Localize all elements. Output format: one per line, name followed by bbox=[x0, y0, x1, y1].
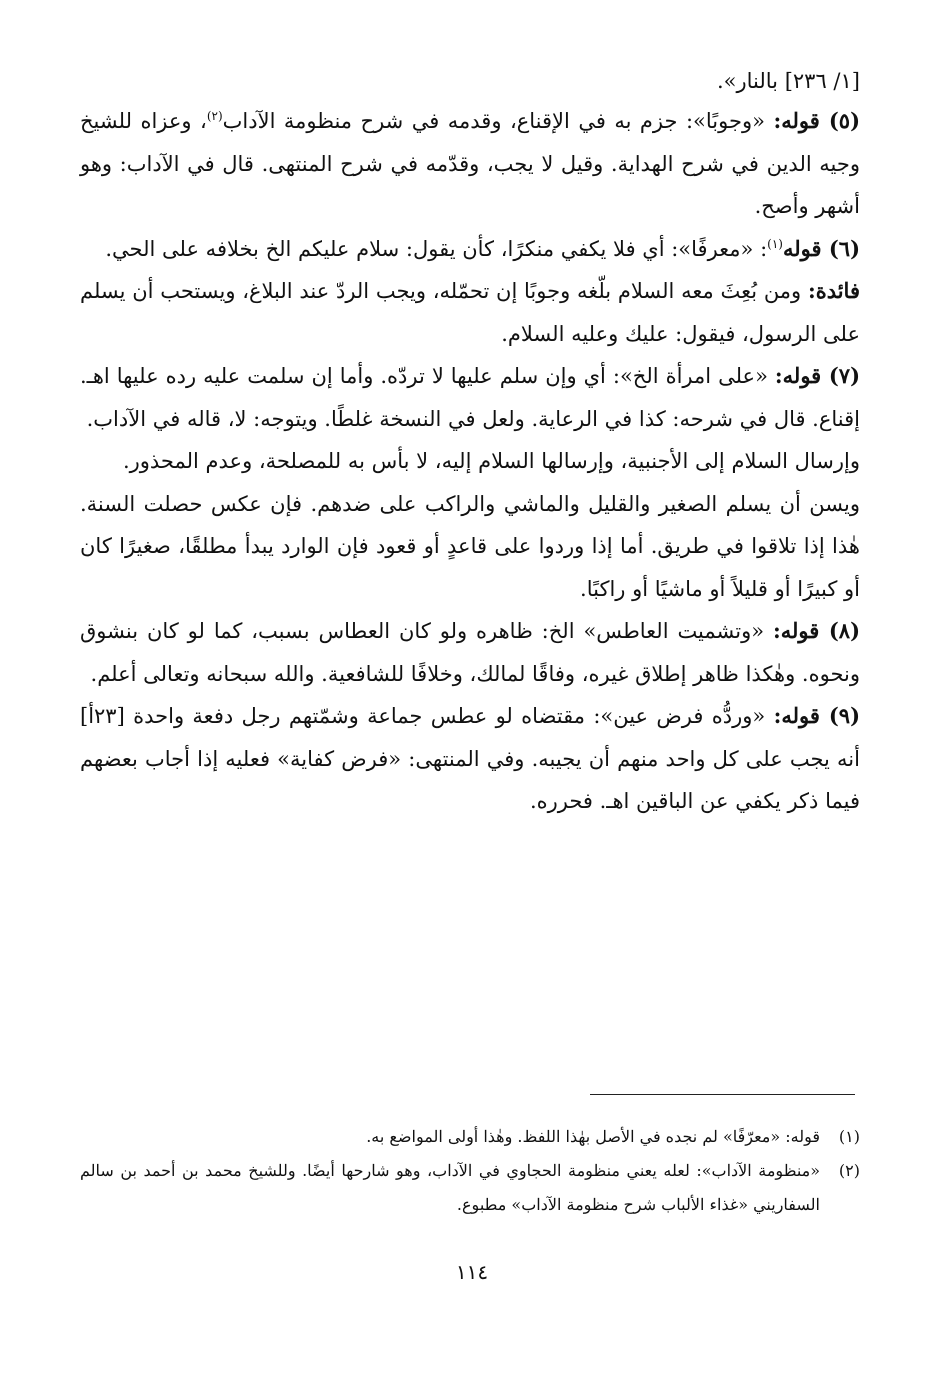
footnote-text: قوله: «معرّفًا» لم نجده في الأصل بهٰذا اللفظ. وهٰذا أولى المواضع به. bbox=[366, 1127, 820, 1146]
footnote-number: (٢) bbox=[838, 1161, 860, 1180]
paragraph-5 bbox=[80, 100, 860, 228]
paragraph-text-tail: ، وعزاه للشيخ وجيه الدين في شرح الهداية. وقيل لا يجب، وقدّمه في شرح المنتهى. قال في الآداب: وهو أشهر وأصح. bbox=[80, 109, 860, 218]
paragraph-text: «وجوبًا»: جزم به في الإقناع، وقدمه في شرح منظومة الآداب bbox=[222, 109, 774, 133]
paragraph-label: (٩) قوله: bbox=[773, 703, 860, 728]
footnote-item bbox=[80, 1154, 860, 1222]
paragraph-text: «على امرأة الخ»: أي وإن سلم عليها لا تردّه. وأما إن سلمت عليه رده عليها اهـ. إقناع. قال في شرحه: كذا في الرعاية. ولعل في النسخة غلطًا. ويتوجه: لا، قاله في الآداب. bbox=[80, 364, 860, 431]
footnote-item bbox=[80, 1120, 860, 1154]
paragraph-text: ويسن أن يسلم الصغير والقليل والماشي والراكب على ضدهم. فإن عكس حصلت السنة. هٰذا إذا تلاقوا في طريق. أما إذا وردوا على قاعدٍ أو قعود فإن الوارد يبدأ مطلقًا، صغيرًا كان أو كبيرًا أو قليلاً أو ماشيًا أو راكبًا. bbox=[80, 491, 860, 601]
footnote-reference: (١) bbox=[767, 236, 783, 251]
paragraph-text: وإرسال السلام إلى الأجنبية، وإرسالها السلام إليه، لا بأس به للمصلحة، وعدم المحذور. bbox=[122, 449, 860, 473]
footnote-divider bbox=[590, 1094, 855, 1095]
paragraph-label: (٦) قوله bbox=[782, 235, 860, 261]
continuation-line: [١/ ٢٣٦] بالنار». bbox=[716, 69, 860, 93]
paragraph-label: (٥) قوله: bbox=[773, 108, 861, 133]
paragraph-6 bbox=[80, 228, 860, 271]
footnote-number: (١) bbox=[838, 1127, 860, 1146]
footnote-text: «منظومة الآداب»: لعله يعني منظومة الحجاوي في الآداب، وهو شارحها أيضًا. وللشيخ محمد بن أحمد بن سالم السفاريني «غذاء الألباب شرح منظومة الآداب» مطبوع. bbox=[80, 1161, 820, 1214]
paragraph-label: (٧) قوله: bbox=[774, 363, 861, 388]
paragraph-greeting-order bbox=[80, 483, 860, 611]
paragraph-text: «وردُّه فرض عين»: مقتضاه لو عطس جماعة وشمّتهم رجل دفعة واحدة [٢٣أ] أنه يجب على كل واحد منهم أن يجيبه. وفي المنتهى: «فرض كفاية» فعليه إذا أجاب بعضهم فيما ذكر يكفي عن الباقين اهـ. فحرره. bbox=[80, 704, 860, 813]
paragraph-sending-greeting bbox=[80, 440, 860, 483]
paragraph-label: (٨) قوله: bbox=[773, 618, 861, 643]
paragraph-9 bbox=[80, 695, 860, 823]
paragraph-7 bbox=[80, 355, 860, 440]
paragraph-text: ومن بُعِثَ معه السلام بلّغه وجوبًا إن تحمّله، ويجب الردّ عند البلاغ، ويستحب أن يسلم على الرسول، فيقول: عليك وعليه السلام. bbox=[80, 279, 860, 346]
paragraph-benefit bbox=[80, 270, 860, 355]
footnotes bbox=[80, 1120, 860, 1222]
footnote-reference: (٢) bbox=[206, 109, 223, 123]
paragraph-text: : «معرفًا»: أي فلا يكفي منكرًا، كأن يقول: سلام عليكم الخ بخلافه على الحي. bbox=[105, 236, 768, 261]
page-number: ١١٤ bbox=[455, 1260, 489, 1284]
paragraph-text: «وتشميت العاطس» الخ: ظاهره ولو كان العطاس بسبب، كما لو كان بنشوق ونحوه. وهٰكذا ظاهر إطلاق غيره، وفاقًا لمالك، وخلافًا للشافعية. والله سبحانه وتعالى أعلم. bbox=[80, 619, 860, 686]
paragraph-8 bbox=[80, 610, 860, 695]
paragraph-label: فائدة: bbox=[807, 278, 860, 303]
main-text bbox=[80, 62, 860, 823]
